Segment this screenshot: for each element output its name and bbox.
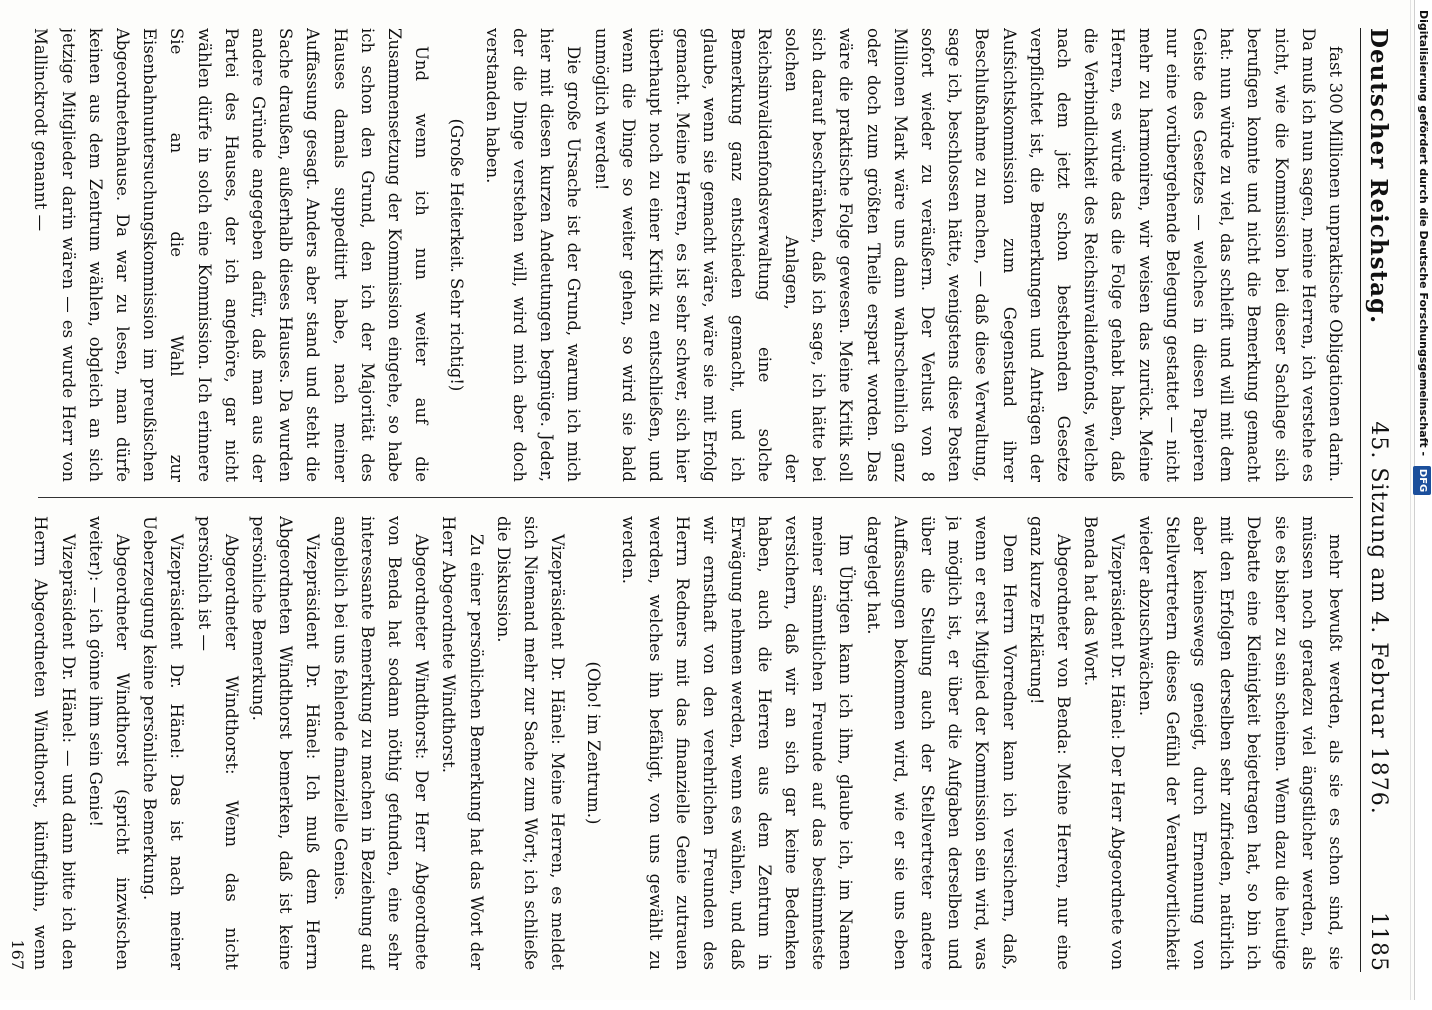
page-number: 1185	[1366, 912, 1392, 972]
journal-title: Deutscher Reichstag.	[1365, 28, 1393, 325]
paragraph: Abgeordneter von Benda: Meine Herren, nur eine ganz kurze Erklärung!	[1026, 516, 1073, 970]
paragraph: Abgeordneter Windthorst (spricht inzwischen weiter): — ich gönne ihm sein Genie!	[85, 516, 133, 970]
interjection: (Große Heiterkeit. Sehr richtig!)	[447, 118, 467, 392]
interjection: (Oho! im Zentrum.)	[583, 661, 603, 825]
paragraph: Vizepräsident Dr. Hänel: Meine Herren, es meldet sich Niemand mehr zur Sache zum Wort; ich schließe die Diskussion.	[493, 516, 568, 970]
paragraph: Die große Ursache ist der Grund, warum ich mich hier mit diesen kurzen Andeutungen begnüge. Jeder, der die Dinge verstehen will, wird mich aber doch verstanden haben.	[482, 28, 584, 482]
paragraph: Vizepräsident Dr. Hänel: Das ist nach meiner Ueberzeugung keine persönliche Bemerkung.	[140, 516, 187, 970]
session-date: 45. Sitzung am 4. Februar 1876.	[1366, 421, 1392, 815]
left-column	[29, 28, 1349, 482]
paragraph: Abgeordneter Windthorst: Wenn das nicht persönlich ist —	[194, 516, 241, 970]
dfg-logo: DFG	[1413, 466, 1431, 495]
paragraph: Dem Herrn Vorredner kann ich versichern, daß, wenn er erst Mitglied der Kommission sein wird, was ja möglich ist, er über die Aufgaben derselben und über die Stellung auch der Stellvertreter andere Auffassungen bekommen wird, wie er sie uns eben dargelegt hat.	[863, 516, 1019, 970]
paragraph: fast 300 Millionen unpraktische Obligationen darin. Da muß ich nun sagen, meine Herren, ich verstehe es nicht, wie die Kommission bei dieser Sachlage sich berufigen konnte und nicht die Bemerkung gemacht hat: nun würde zu viel, das schleift und will mit dem Geiste des Gesetzes — welches in diesen Papieren nur eine vorübergehende Belegung gestattet — nicht mehr zu harmoniren, wir weisen das zurück. Meine Herren, es würde das die Folge gehabt haben, daß die Verbindlichkeit des Reichsinvalidenfonds, welche nach dem jetzt schon bestehenden Gesetze verpflichtet ist, die Bemerkungen und Anträgen der Aufsichtskommission zum Gegenstand ihrer Beschlußnahme zu machen, — daß diese Verwaltung, sage ich, beschlossen hätte, wenigstens diese Posten sofort wieder zu veräußern. Der Verlust von 8 Millionen Mark wäre uns dann wahrscheinlich ganz oder doch zum größten Theile erspart worden. Das wäre die praktische Folge gewesen. Meine Kritik soll sich darauf beschränken, daß ich sage, ich hätte bei solchen Anlagen, der Reichsinvalidenfondsverwaltung eine solche Bemerkung ganz entschieden gemacht, und ich glaube, wenn sie gemacht wäre, wäre sie mit Erfolg gemacht. Meine Herren, es ist sehr schwer, sich hier überhaupt noch zu einer Kritik zu entschließen, und wenn die Dinge so weiter gehen, so wird sie bald unmöglich werden!	[591, 28, 1345, 482]
digitization-credit-bar	[1414, 0, 1432, 1000]
paragraph: Im Übrigen kann ich ihm, glaube ich, im Namen meiner sämmtlichen Freunde auf das bestimmteste versichern, daß wir an sich gar keine Bedenken haben, auch die Herren aus dem Zentrum in Erwägung nehmen werden, wenn es wählen, und daß wir ernsthaft von den verehrlichen Freunden des Herrn Redners mit das finanzielle Genie zutrauen werden, welches ihn befähigt, von uns gewählt zu werden.	[618, 516, 856, 970]
page-header	[1360, 28, 1397, 972]
paragraph: Und wenn ich nun weiter auf die Zusammensetzung der Kommission eingehe, so habe ich schon den Grund, den ich der Majorität des Hauses damals suppeditirt habe, nach meiner Auffassung gesagt. Anders aber stand und steht die Sache draußen, außerhalb dieses Hauses. Da wurden andere Gründe angegeben dafür, daß man aus der Partei des Hauses, der ich angehöre, gar nicht wählen dürfe in solch eine Kommission. Ich erinnere Sie an die Wahl zur Eisenbahnuntersuchungskommission im preußischen Abgeordnetenhause. Da war zu lesen, man dürfe keinen aus dem Zentrum wählen, obgleich an sich jetzige Mitglieder darin wären — es wurde Herr von Mallinckrodt genannt —	[31, 28, 432, 482]
signature-mark: 167	[8, 939, 27, 970]
paragraph: Zu einer persönlichen Bemerkung hat das Wort der Herr Abgeordnete Windthorst.	[439, 516, 486, 970]
paragraph: Vizepräsident Dr. Hänel: Der Herr Abgeordnete von Benda hat das Wort.	[1081, 516, 1128, 970]
column-divider	[38, 497, 1353, 498]
credit-text: Digitalisierung gefördert durch die Deutsche Forschungsgemeinschaft -	[1417, 10, 1430, 457]
paragraph: Vizepräsident Dr. Hänel: — und dann bitte ich den Herrn Abgeordneten Windthorst, künftighin, wenn	[31, 516, 78, 970]
paragraph: Abgeordneter Windthorst: Der Herr Abgeordnete von Benda hat sodann nöthig gefunden, eine sehr interessante Bemerkung zu machen in Beziehung auf angeblich bei uns fehlende finanzielle Genies.	[330, 516, 432, 970]
credit-line	[1414, 0, 1432, 1010]
paragraph: mehr bewußt werden, als sie es schon sind, sie müssen noch geradezu viel ängstlicher werden, als sie es bisher zu sein scheinen. Wenn dazu die heutige Debatte eine Kleinigkeit beigetragen hat, so bin ich mit den Erfolgen derselben sehr zufrieden, natürlich aber keineswegs geneigt, durch Ernennung von Stellvertretern dieses Gefühl der Verantwortlichkeit wieder abzuschwächen.	[1135, 516, 1345, 970]
paragraph: Vizepräsident Dr. Hänel: Ich muß dem Herrn Abgeordneten Windthorst bemerken, daß ist keine persönliche Bemerkung.	[249, 516, 323, 970]
right-column	[29, 516, 1349, 970]
